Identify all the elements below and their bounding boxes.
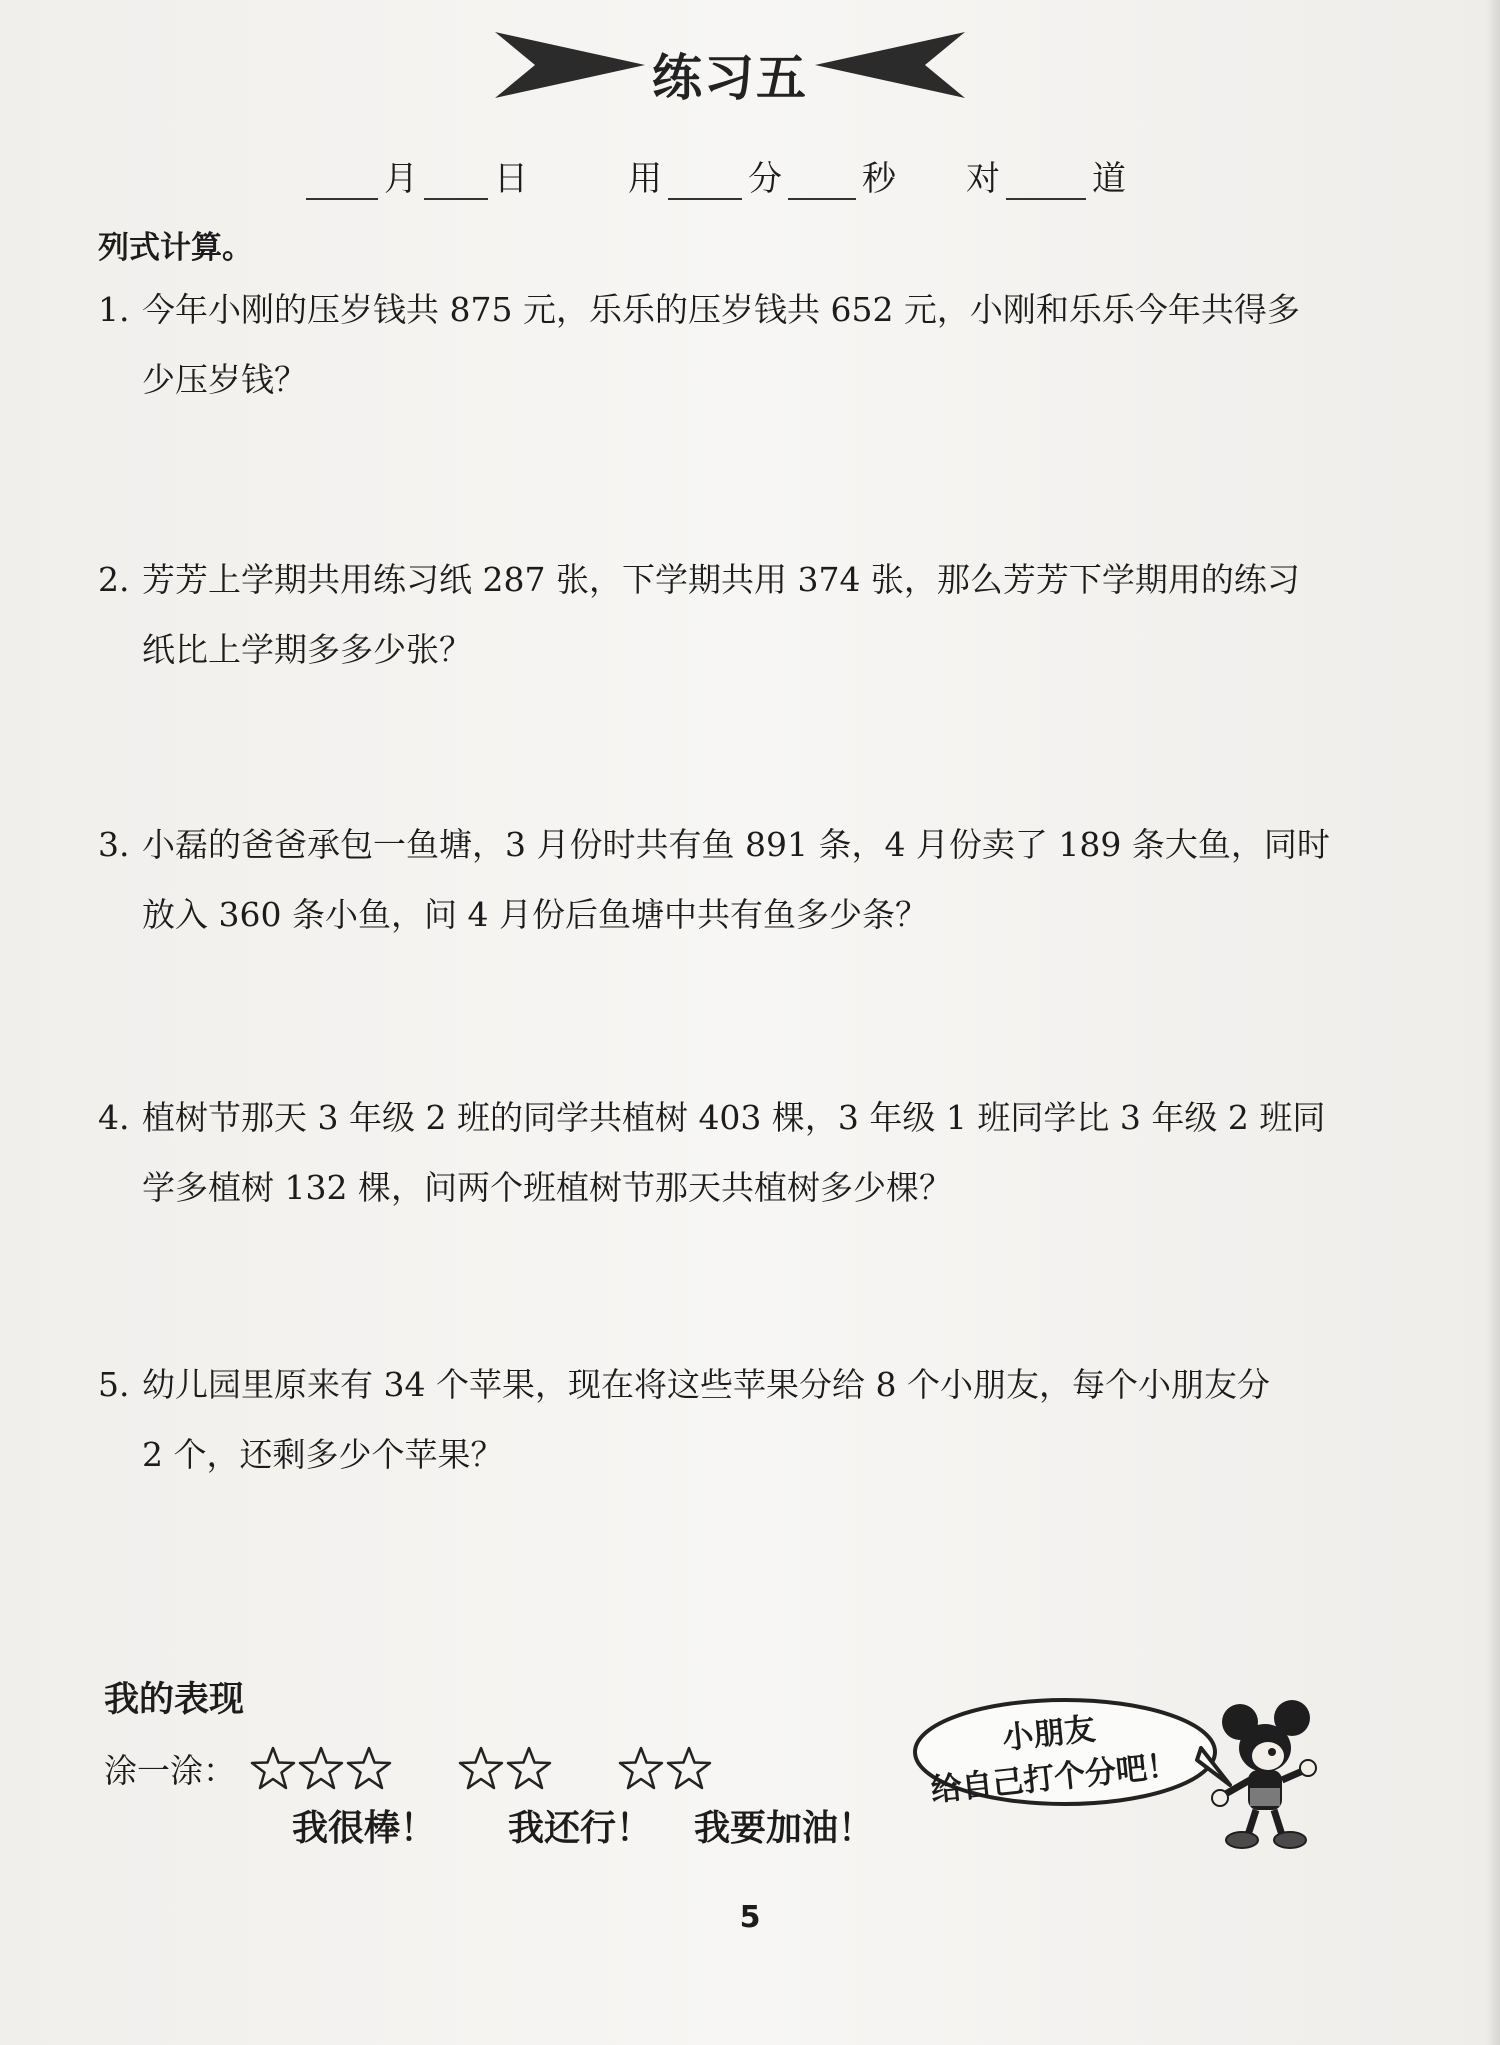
problem-text-cont: 放入 360 条小鱼，问 4 月份后鱼塘中共有鱼多少条？ — [142, 895, 928, 934]
problem-number: 5. — [98, 1365, 130, 1404]
minute-label: 分 — [748, 159, 782, 199]
problem-number: 1. — [98, 290, 130, 329]
praise-good: 我还行！ — [508, 1808, 653, 1849]
problem-text-cont: 学多植树 132 棵，问两个班植树节那天共植树多少棵？ — [142, 1168, 952, 1207]
questions-label: 道 — [1092, 159, 1126, 199]
problem-text-cont: 纸比上学期多多少张？ — [142, 630, 472, 669]
star-group-excellent — [250, 1745, 394, 1791]
star-outline-icon[interactable] — [618, 1745, 664, 1791]
problem-item — [98, 1083, 1378, 1223]
bubble-text-line1: 小朋友 — [1000, 1711, 1097, 1757]
correct-count-blank[interactable] — [1006, 164, 1086, 200]
problem-text-cont: 少压岁钱？ — [142, 360, 307, 399]
section-heading: 列式计算。 — [98, 230, 253, 266]
problem-item — [98, 810, 1378, 950]
star-rating-row — [104, 1738, 714, 1798]
star-outline-icon[interactable] — [298, 1745, 344, 1791]
color-in-label: 涂一涂： — [104, 1750, 236, 1790]
problem-item — [98, 545, 1378, 685]
page-number: 5 — [739, 1900, 761, 1935]
evaluation-heading: 我的表现 — [104, 1680, 245, 1720]
problem-text-cont: 2 个，还剩多少个苹果？ — [142, 1435, 504, 1474]
star-outline-icon[interactable] — [506, 1745, 552, 1791]
problem-text: 小磊的爸爸承包一鱼塘，3 月份时共有鱼 891 条，4 月份卖了 189 条大鱼，同时 — [142, 825, 1330, 864]
problem-number: 3. — [98, 825, 130, 864]
date-time-line — [300, 150, 1126, 200]
star-group-good — [458, 1745, 554, 1791]
correct-label: 对 — [966, 159, 1000, 199]
problem-text: 芳芳上学期共用练习纸 287 张，下学期共用 374 张，那么芳芳下学期用的练习 — [142, 560, 1300, 599]
cartoon-mouse-icon — [1210, 1700, 1320, 1850]
second-blank[interactable] — [788, 164, 856, 200]
star-group-try-harder — [618, 1745, 714, 1791]
title-banner — [495, 30, 965, 110]
problem-item — [98, 1350, 1378, 1490]
bubble-text-line2: 给自己打个分吧！ — [929, 1747, 1180, 1809]
right-arrow-icon — [815, 30, 965, 100]
used-label: 用 — [628, 159, 662, 199]
praise-excellent: 我很棒！ — [292, 1808, 437, 1849]
second-label: 秒 — [862, 159, 896, 199]
day-label: 日 — [494, 159, 528, 199]
star-outline-icon[interactable] — [666, 1745, 712, 1791]
problem-number: 4. — [98, 1098, 130, 1137]
star-outline-icon[interactable] — [346, 1745, 392, 1791]
star-outline-icon[interactable] — [458, 1745, 504, 1791]
problem-text: 幼儿园里原来有 34 个苹果，现在将这些苹果分给 8 个小朋友，每个小朋友分 — [142, 1365, 1270, 1404]
page-title: 练习五 — [652, 49, 808, 107]
problem-text: 今年小刚的压岁钱共 875 元，乐乐的压岁钱共 652 元，小刚和乐乐今年共得多 — [142, 290, 1300, 329]
day-blank[interactable] — [424, 164, 488, 200]
praise-try-harder: 我要加油！ — [694, 1808, 875, 1849]
minute-blank[interactable] — [668, 164, 742, 200]
star-outline-icon[interactable] — [250, 1745, 296, 1791]
month-label: 月 — [384, 159, 418, 199]
page-edge-shadow — [1486, 0, 1500, 2045]
month-blank[interactable] — [306, 164, 378, 200]
problem-item — [98, 275, 1378, 415]
problem-text: 植树节那天 3 年级 2 班的同学共植树 403 棵，3 年级 1 班同学比 3 年级 2 班同 — [142, 1098, 1326, 1137]
problem-number: 2. — [98, 560, 130, 599]
